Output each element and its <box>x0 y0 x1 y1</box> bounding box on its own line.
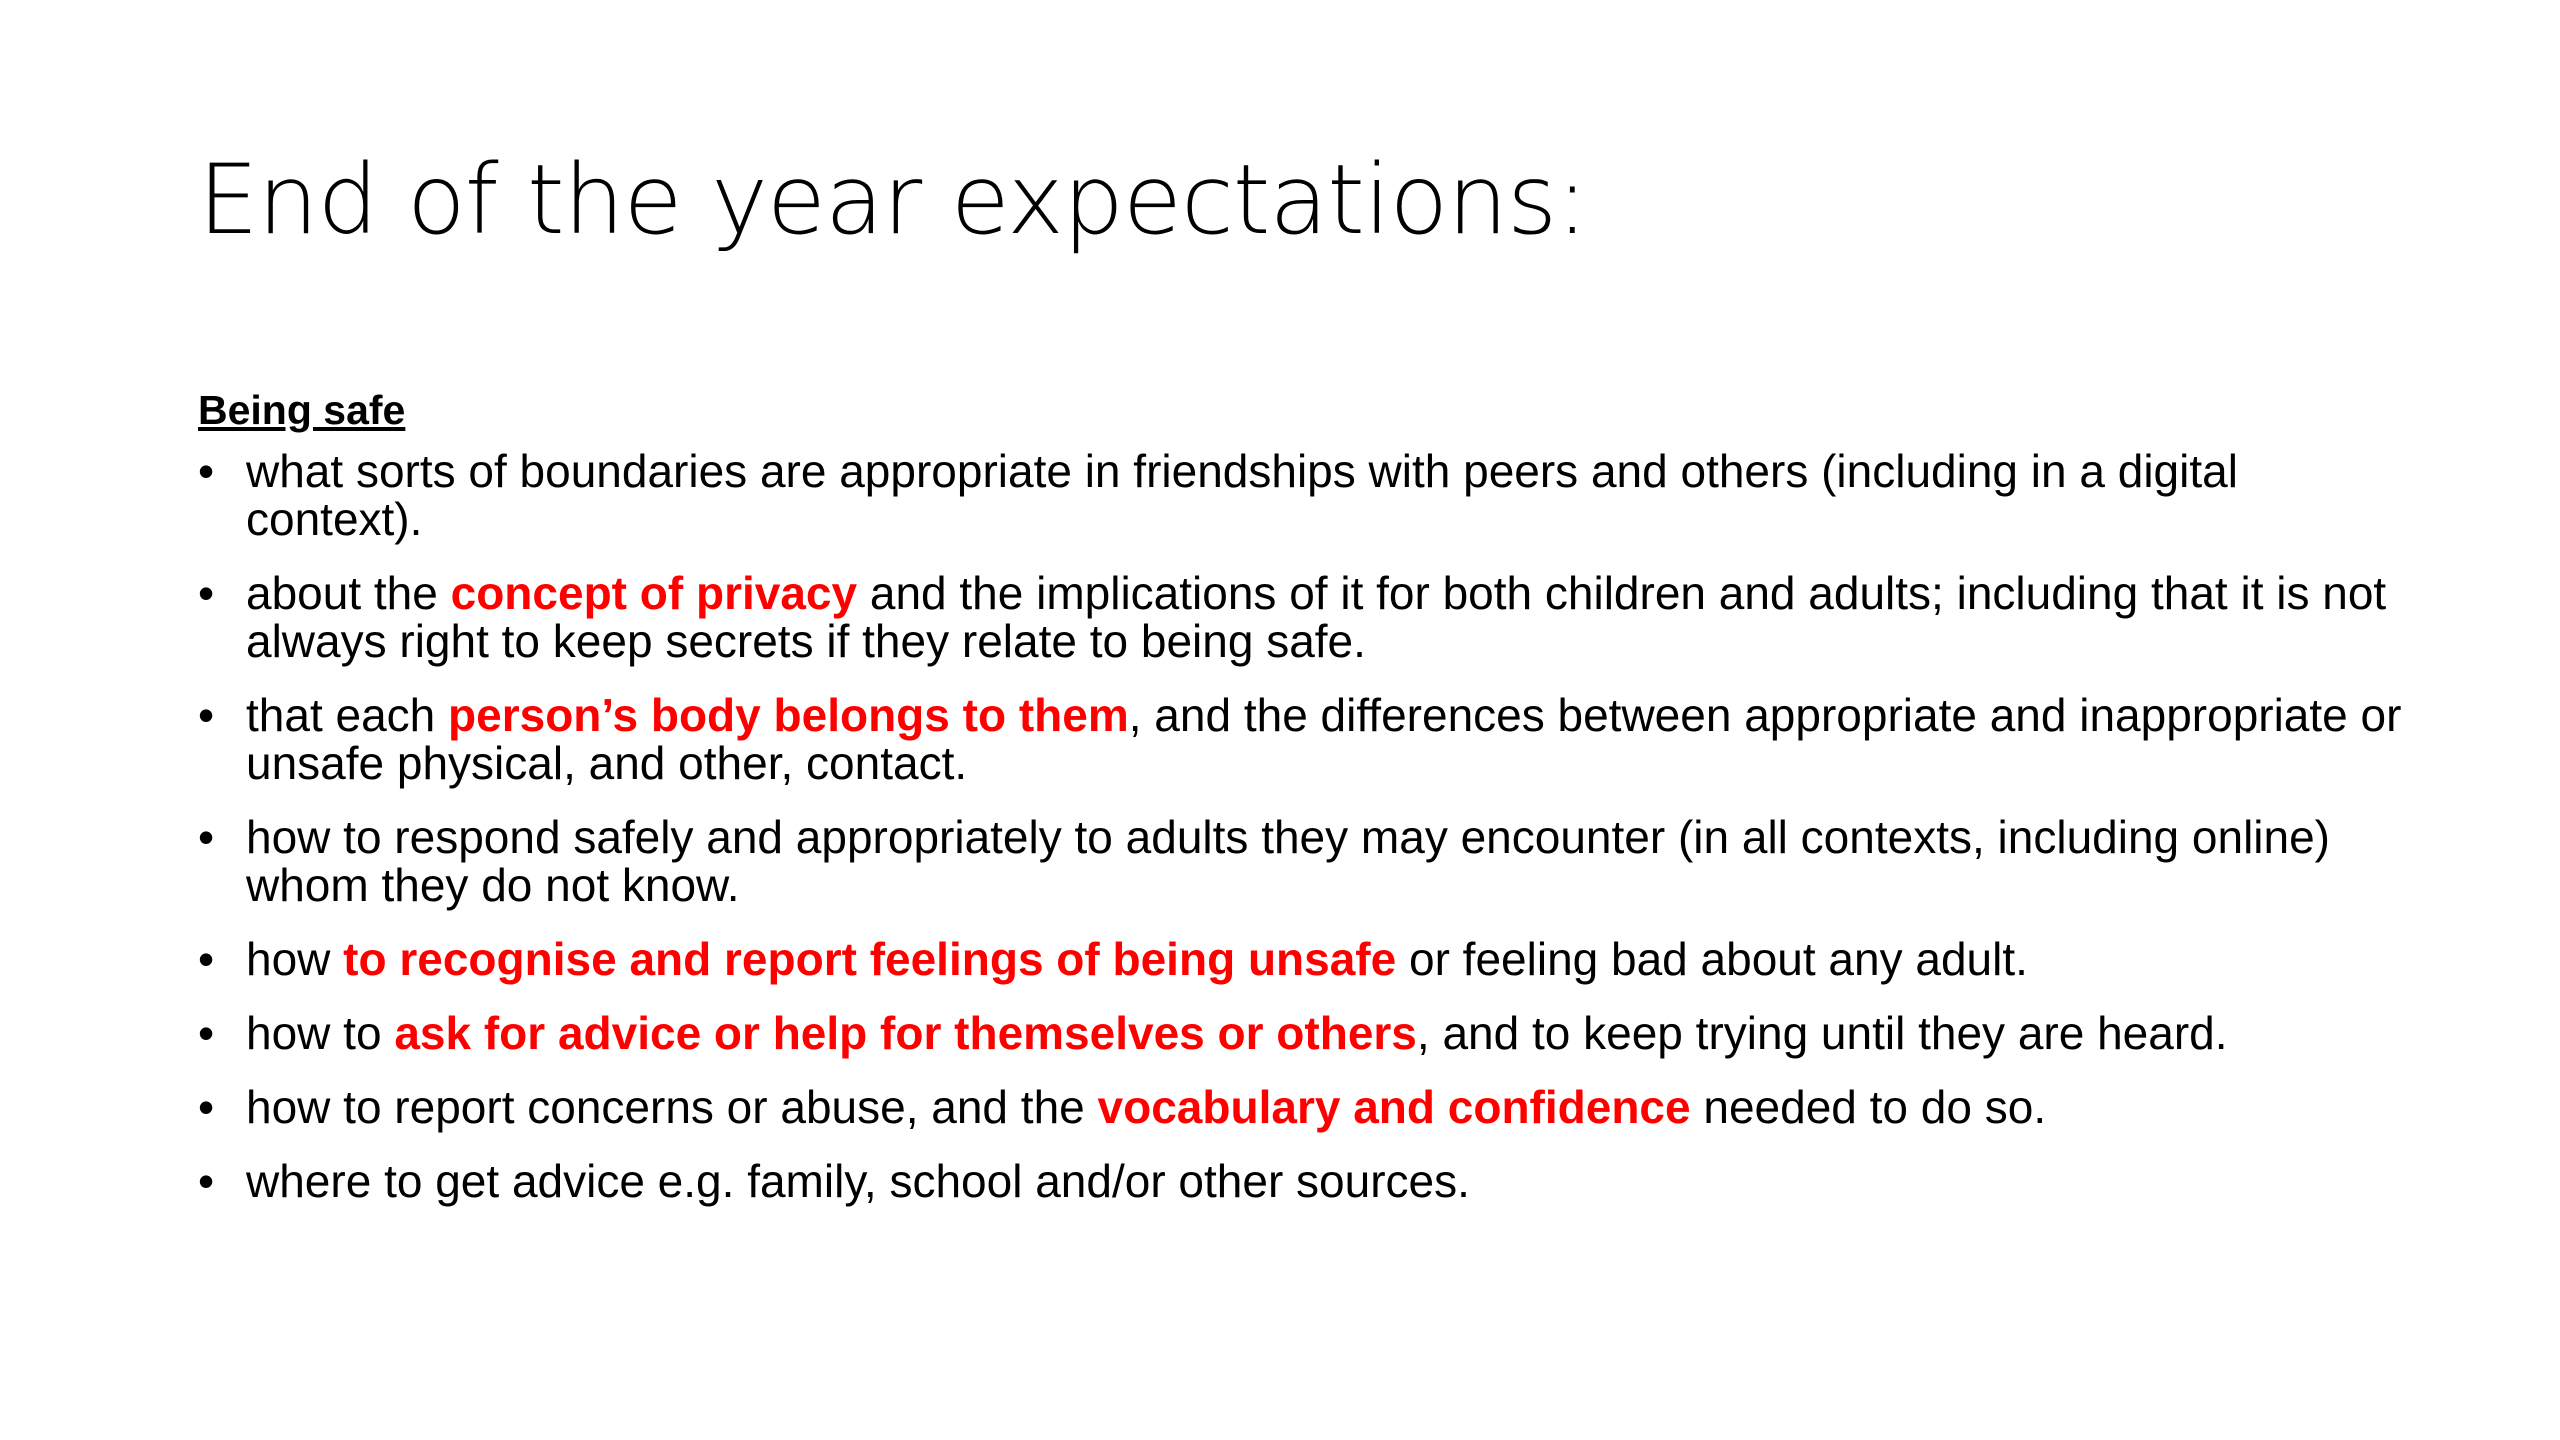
item-text: how to report concerns or abuse, and the <box>246 1081 1098 1133</box>
item-text-continued: or feeling bad about any adult. <box>1396 933 2028 985</box>
item-text: how to <box>246 1007 395 1059</box>
list-item <box>198 935 2418 983</box>
bullet-icon: • <box>198 1007 215 1059</box>
bullet-icon: • <box>198 1081 215 1133</box>
item-highlight: to recognise and report feelings of being unsafe <box>343 933 1397 985</box>
list-item <box>198 1157 2418 1205</box>
bullet-list <box>198 447 2418 1205</box>
list-item <box>198 691 2418 787</box>
item-text: where to get advice e.g. family, school and/or other sources. <box>246 1155 1470 1207</box>
item-text: that each <box>246 689 449 741</box>
item-text-continued: needed to do so. <box>1690 1081 2047 1133</box>
item-text-continued: , and to keep trying until they are heard. <box>1416 1007 2228 1059</box>
bullet-icon: • <box>198 689 215 741</box>
bullet-icon: • <box>198 811 215 863</box>
item-highlight: person’s body belongs to them <box>448 689 1129 741</box>
bullet-icon: • <box>198 445 215 497</box>
item-text: about the <box>246 567 451 619</box>
item-highlight: ask for advice or help for themselves or others <box>394 1007 1417 1059</box>
item-text: what sorts of boundaries are appropriate in friendships with peers and others (including in a digital context). <box>246 445 2238 545</box>
bullet-icon: • <box>198 1155 215 1207</box>
section-heading: Being safe <box>198 387 406 433</box>
list-item <box>198 813 2418 909</box>
item-text-continued: , and the differences between appropriate and inappropriate or unsafe physical, and other, contact. <box>246 689 2402 789</box>
item-text-continued: and the implications of it for both children and adults; including that it is not always right to keep secrets if they relate to being safe. <box>246 567 2387 667</box>
item-text: how to respond safely and appropriately to adults they may encounter (in all contexts, including online) whom they do not know. <box>246 811 2330 911</box>
item-highlight: vocabulary and confidence <box>1097 1081 1691 1133</box>
list-item <box>198 447 2418 543</box>
item-highlight: concept of privacy <box>450 567 858 619</box>
list-item <box>198 569 2418 665</box>
bullet-icon: • <box>198 567 215 619</box>
list-item <box>198 1009 2418 1057</box>
bullet-icon: • <box>198 933 215 985</box>
slide-title: End of the year expectations: <box>198 144 1588 256</box>
slide-content <box>198 385 2418 1231</box>
item-text: how <box>246 933 344 985</box>
list-item <box>198 1083 2418 1131</box>
